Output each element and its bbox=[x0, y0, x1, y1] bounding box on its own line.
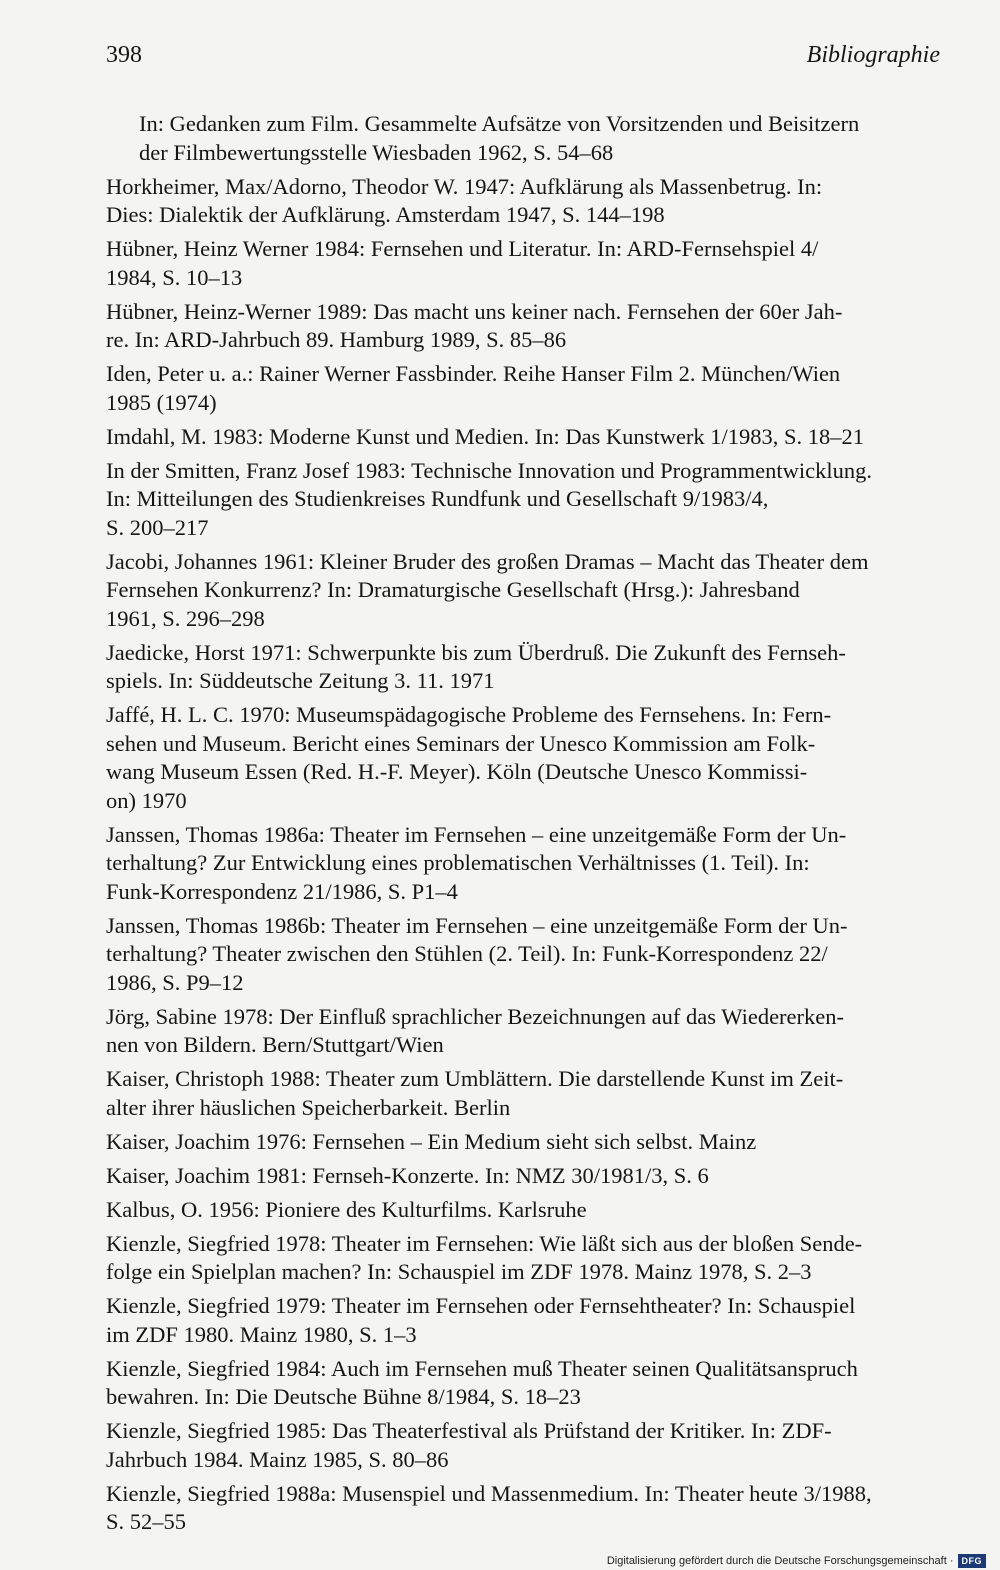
bibliography-entry bbox=[106, 457, 940, 543]
entry-line: 1961, S. 296–298 bbox=[106, 605, 265, 631]
entry-line: Kienzle, Siegfried 1979: Theater im Fernsehen oder Fernsehtheater? In: Schauspiel bbox=[106, 1293, 856, 1318]
bibliography-entry bbox=[106, 1128, 940, 1157]
entry-line: Iden, Peter u. a.: Rainer Werner Fassbinder. Reihe Hanser Film 2. München/Wien bbox=[106, 361, 841, 386]
bibliography-entry bbox=[106, 821, 940, 907]
entry-line: spiels. In: Süddeutsche Zeitung 3. 11. 1971 bbox=[106, 668, 495, 693]
bibliography-entry-continuation bbox=[106, 110, 940, 167]
bibliography-entry bbox=[106, 1355, 940, 1412]
entry-line: Kalbus, O. 1956: Pioniere des Kulturfilms. Karlsruhe bbox=[106, 1196, 587, 1222]
running-head bbox=[106, 42, 940, 76]
entry-line: Hübner, Heinz Werner 1984: Fernsehen und Literatur. In: ARD-Fernsehspiel 4/ bbox=[106, 236, 819, 261]
bibliography-entry bbox=[106, 173, 940, 230]
entry-line: Funk-Korrespondenz 21/1986, S. P1–4 bbox=[106, 878, 458, 904]
entry-line: Jörg, Sabine 1978: Der Einfluß sprachlicher Bezeichnungen auf das Wiedererken- bbox=[106, 1003, 845, 1029]
bibliography-entry bbox=[106, 1196, 940, 1225]
entry-line: terhaltung? Zur Entwicklung eines problematischen Verhältnisses (1. Teil). In: bbox=[106, 850, 810, 875]
entry-line: Kienzle, Siegfried 1985: Das Theaterfestival als Prüfstand der Kritiker. In: ZDF- bbox=[106, 1418, 832, 1443]
entry-line: wang Museum Essen (Red. H.-F. Meyer). Köln (Deutsche Unesco Kommissi- bbox=[106, 759, 808, 784]
entry-line: Kaiser, Joachim 1976: Fernsehen – Ein Medium sieht sich selbst. Mainz bbox=[106, 1128, 757, 1154]
section-title: Bibliographie bbox=[806, 42, 940, 68]
bibliography-entry bbox=[106, 639, 940, 696]
footer-text: Digitalisierung gefördert durch die Deutsche Forschungsgemeinschaft · bbox=[606, 1555, 954, 1567]
bibliography-entry bbox=[106, 1480, 940, 1537]
entry-line: Jacobi, Johannes 1961: Kleiner Bruder des großen Dramas – Macht das Theater dem bbox=[106, 548, 869, 574]
bibliography-entry bbox=[106, 701, 940, 815]
entry-line: alter ihrer häuslichen Speicherbarkeit. Berlin bbox=[106, 1094, 511, 1120]
bibliography-entry bbox=[106, 912, 940, 998]
bibliography-entry bbox=[106, 423, 940, 452]
entry-line: Imdahl, M. 1983: Moderne Kunst und Medien. In: Das Kunstwerk 1/1983, S. 18–21 bbox=[106, 423, 865, 449]
entry-line: Jaedicke, Horst 1971: Schwerpunkte bis zum Überdruß. Die Zukunft des Fernseh- bbox=[106, 639, 846, 665]
entry-line: Kienzle, Siegfried 1984: Auch im Fernsehen muß Theater seinen Qualitätsanspruch bbox=[106, 1355, 858, 1381]
bibliography-entry bbox=[106, 548, 940, 634]
entry-line: Kienzle, Siegfried 1988a: Musenspiel und Massenmedium. In: Theater heute 3/1988, bbox=[106, 1480, 872, 1506]
entry-line: Jaffé, H. L. C. 1970: Museumspädagogische Probleme des Fernsehens. In: Fern- bbox=[106, 702, 832, 727]
entry-line: sehen und Museum. Bericht eines Seminars der Unesco Kommission am Folk- bbox=[106, 730, 816, 756]
entry-line: 1986, S. P9–12 bbox=[106, 969, 244, 995]
bibliography-entry bbox=[106, 235, 940, 292]
entry-line: on) 1970 bbox=[106, 787, 187, 813]
entry-line: Hübner, Heinz-Werner 1989: Das macht uns keiner nach. Fernsehen der 60er Jah- bbox=[106, 298, 843, 324]
entry-line: Dies: Dialektik der Aufklärung. Amsterdam 1947, S. 144–198 bbox=[106, 202, 665, 227]
entry-line: Kaiser, Joachim 1981: Fernseh-Konzerte. In: NMZ 30/1981/3, S. 6 bbox=[106, 1162, 709, 1188]
entry-line: In: Gedanken zum Film. Gesammelte Aufsätze von Vorsitzenden und Beisitzern bbox=[139, 111, 860, 136]
entry-line: In der Smitten, Franz Josef 1983: Technische Innovation und Programmentwicklung. bbox=[106, 457, 872, 483]
entry-line: Horkheimer, Max/Adorno, Theodor W. 1947: Aufklärung als Massenbetrug. In: bbox=[106, 173, 823, 199]
digitization-footer bbox=[607, 1554, 986, 1568]
bibliography-entry bbox=[106, 360, 940, 417]
bibliography-entry bbox=[106, 1065, 940, 1122]
bibliography-entry bbox=[106, 298, 940, 355]
bibliography-entry bbox=[106, 1003, 940, 1060]
entry-line: S. 200–217 bbox=[106, 514, 209, 540]
entry-line: Janssen, Thomas 1986b: Theater im Fernsehen – eine unzeitgemäße Form der Un- bbox=[106, 912, 848, 938]
bibliography-list bbox=[106, 110, 940, 1542]
dfg-logo: DFG bbox=[958, 1554, 987, 1568]
entry-line: folge ein Spielplan machen? In: Schauspiel im ZDF 1978. Mainz 1978, S. 2–3 bbox=[106, 1259, 812, 1284]
bibliography-entry bbox=[106, 1230, 940, 1287]
entry-line: 1984, S. 10–13 bbox=[106, 264, 243, 290]
entry-line: Kienzle, Siegfried 1978: Theater im Fernsehen: Wie läßt sich aus der bloßen Sende- bbox=[106, 1230, 863, 1256]
entry-line: In: Mitteilungen des Studienkreises Rundfunk und Gesellschaft 9/1983/4, bbox=[106, 486, 769, 511]
bibliography-entry bbox=[106, 1417, 940, 1474]
entry-line: bewahren. In: Die Deutsche Bühne 8/1984, S. 18–23 bbox=[106, 1384, 581, 1409]
page-number: 398 bbox=[106, 42, 142, 68]
bibliography-entry bbox=[106, 1162, 940, 1191]
entry-line: der Filmbewertungsstelle Wiesbaden 1962, S. 54–68 bbox=[139, 139, 614, 165]
entry-line: re. In: ARD-Jahrbuch 89. Hamburg 1989, S. 85–86 bbox=[106, 327, 567, 352]
entry-line: Fernsehen Konkurrenz? In: Dramaturgische Gesellschaft (Hrsg.): Jahresband bbox=[106, 577, 800, 602]
entry-line: Janssen, Thomas 1986a: Theater im Fernsehen – eine unzeitgemäße Form der Un- bbox=[106, 821, 847, 847]
bibliography-entry bbox=[106, 1292, 940, 1349]
entry-line: Kaiser, Christoph 1988: Theater zum Umblättern. Die darstellende Kunst im Zeit- bbox=[106, 1066, 844, 1091]
entry-line: 1985 (1974) bbox=[106, 389, 217, 415]
entry-line: Jahrbuch 1984. Mainz 1985, S. 80–86 bbox=[106, 1446, 449, 1472]
entry-line: im ZDF 1980. Mainz 1980, S. 1–3 bbox=[106, 1321, 417, 1347]
entry-line: S. 52–55 bbox=[106, 1509, 187, 1534]
entry-line: terhaltung? Theater zwischen den Stühlen (2. Teil). In: Funk-Korrespondenz 22/ bbox=[106, 941, 828, 966]
entry-line: nen von Bildern. Bern/Stuttgart/Wien bbox=[106, 1032, 444, 1057]
